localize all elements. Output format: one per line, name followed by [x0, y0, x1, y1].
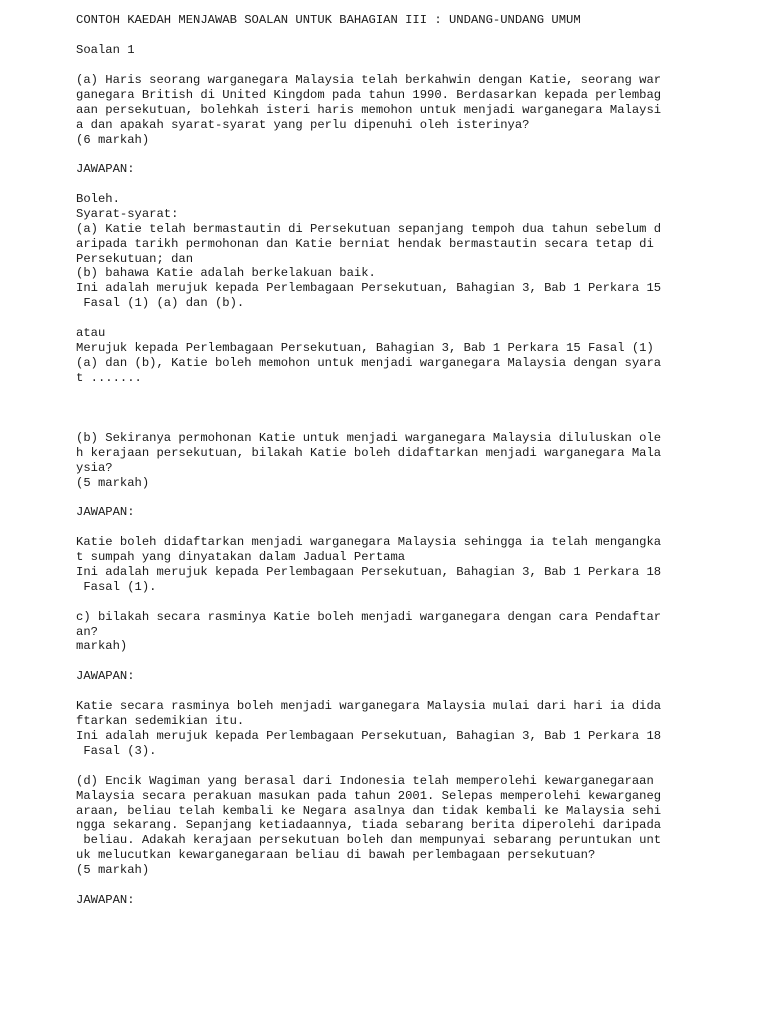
answer-a-line: Syarat-syarat: [76, 207, 179, 221]
answer-a-line: Fasal (1) (a) dan (b). [76, 296, 245, 310]
answer-a-alt-line: (a) dan (b), Katie boleh memohon untuk menjadi warganegara Malaysia dengan syara [76, 356, 662, 370]
question-d-marks: (5 markah) [76, 863, 150, 877]
answer-a-line: aripada tarikh permohonan dan Katie berniat hendak bermastautin secara tetap di [76, 237, 654, 251]
question-a-marks: (6 markah) [76, 133, 150, 147]
question-d-line: (d) Encik Wagiman yang berasal dari Indonesia telah memperolehi kewarganegaraan [76, 774, 654, 788]
answer-c-line: ftarkan sedemikian itu. [76, 714, 245, 728]
question-a-line: aan persekutuan, bolehkah isteri haris memohon untuk menjadi warganegara Malaysi [76, 103, 662, 117]
answer-c-label: JAWAPAN: [76, 669, 135, 683]
question-b-line: h kerajaan persekutuan, bilakah Katie boleh didaftarkan menjadi warganegara Mala [76, 446, 662, 460]
answer-b-line: t sumpah yang dinyatakan dalam Jadual Pertama [76, 550, 406, 564]
answer-b-line: Katie boleh didaftarkan menjadi warganegara Malaysia sehingga ia telah mengangka [76, 535, 662, 549]
answer-a-line: (a) Katie telah bermastautin di Persekutuan sepanjang tempoh dua tahun sebelum d [76, 222, 662, 236]
question-d-line: beliau. Adakah kerajaan persekutuan boleh dan mempunyai sebarang peruntukan unt [76, 833, 662, 847]
question-b-line: ysia? [76, 461, 113, 475]
answer-c-line: Katie secara rasminya boleh menjadi warganegara Malaysia mulai dari hari ia dida [76, 699, 662, 713]
question-d-line: Malaysia secara perakuan masukan pada tahun 2001. Selepas memperolehi kewarganeg [76, 789, 662, 803]
answer-c-line: Fasal (3). [76, 744, 157, 758]
question-heading: Soalan 1 [76, 43, 135, 57]
answer-d-label: JAWAPAN: [76, 893, 135, 907]
question-a-line: (a) Haris seorang warganegara Malaysia telah berkahwin dengan Katie, seorang war [76, 73, 662, 87]
question-b-marks: (5 markah) [76, 476, 150, 490]
answer-a-line: Persekutuan; dan [76, 252, 194, 266]
answer-a-line: (b) bahawa Katie adalah berkelakuan baik. [76, 266, 376, 280]
answer-a-label: JAWAPAN: [76, 162, 135, 176]
question-b-line: (b) Sekiranya permohonan Katie untuk menjadi warganegara Malaysia diluluskan ole [76, 431, 662, 445]
question-d-line: ngga sekarang. Sepanjang ketiadaannya, tiada sebarang berita diperolehi daripada [76, 818, 662, 832]
question-c-line: an? [76, 625, 98, 639]
answer-a-alt-line: atau [76, 326, 106, 340]
document-title: CONTOH KAEDAH MENJAWAB SOALAN UNTUK BAHAGIAN III : UNDANG-UNDANG UMUM [76, 13, 581, 27]
question-c-line: c) bilakah secara rasminya Katie boleh menjadi warganegara dengan cara Pendaftar [76, 610, 662, 624]
answer-a-line: Boleh. [76, 192, 120, 206]
question-a-line: a dan apakah syarat-syarat yang perlu dipenuhi oleh isterinya? [76, 118, 530, 132]
question-a-line: ganegara British di United Kingdom pada tahun 1990. Berdasarkan kepada perlembag [76, 88, 662, 102]
answer-c-line: Ini adalah merujuk kepada Perlembagaan Persekutuan, Bahagian 3, Bab 1 Perkara 18 [76, 729, 662, 743]
answer-a-line: Ini adalah merujuk kepada Perlembagaan Persekutuan, Bahagian 3, Bab 1 Perkara 15 [76, 281, 662, 295]
question-c-marks: markah) [76, 639, 128, 653]
question-d-line: araan, beliau telah kembali ke Negara asalnya dan tidak kembali ke Malaysia sehi [76, 804, 662, 818]
answer-b-line: Fasal (1). [76, 580, 157, 594]
question-d-line: uk melucutkan kewarganegaraan beliau di bawah perlembagaan persekutuan? [76, 848, 596, 862]
answer-a-alt-line: Merujuk kepada Perlembagaan Persekutuan, Bahagian 3, Bab 1 Perkara 15 Fasal (1) [76, 341, 654, 355]
answer-a-alt-line: t ....... [76, 371, 142, 385]
answer-b-line: Ini adalah merujuk kepada Perlembagaan Persekutuan, Bahagian 3, Bab 1 Perkara 18 [76, 565, 662, 579]
answer-b-label: JAWAPAN: [76, 505, 135, 519]
